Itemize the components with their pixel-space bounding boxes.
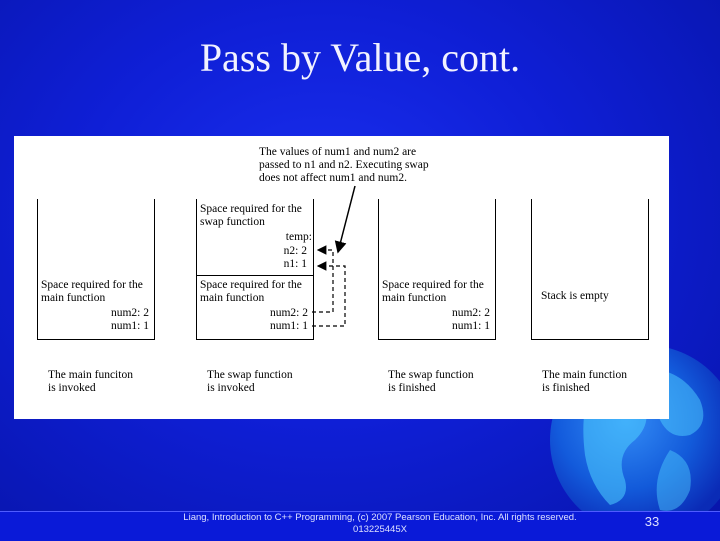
stack-2-var-temp: temp: xyxy=(285,231,312,243)
stack-2-caption-line-2: is invoked xyxy=(207,382,255,394)
page-number: 33 xyxy=(644,514,660,529)
stack-2-caption-line-1: The swap function xyxy=(207,369,293,381)
slide-title: Pass by Value, cont. xyxy=(199,35,521,80)
stack-1-var-num2: num2: 2 xyxy=(110,307,149,319)
stack-2-var-n1: n1: 1 xyxy=(283,258,307,270)
stack-1-caption-line-1: The main funciton xyxy=(48,369,133,381)
stack-3-var-num1: num1: 1 xyxy=(451,320,490,332)
stack-1-var-num1: num1: 1 xyxy=(110,320,149,332)
stack-4-caption-line-1: The main function xyxy=(542,369,627,381)
stack-2-main-label-line-1: Space required for the xyxy=(200,279,302,291)
stack-1-label-line-1: Space required for the xyxy=(41,279,143,291)
stack-1-caption-line-2: is invoked xyxy=(48,382,96,394)
stack-2-var-num1: num1: 1 xyxy=(269,320,308,332)
callout-line-2: passed to n1 and n2. Executing swap xyxy=(259,159,429,171)
stack-4-empty-label: Stack is empty xyxy=(541,290,609,302)
dashed-arrow-num1-to-n1 xyxy=(312,266,345,326)
stack-3-caption-line-2: is finished xyxy=(388,382,436,394)
credit-line-1: Liang, Introduction to C++ Programming, (c) 2007 Pearson Education, Inc. All rights reserved. xyxy=(183,512,577,523)
stack-3-label-line-2: main function xyxy=(382,292,447,304)
stack-2-var-num2: num2: 2 xyxy=(269,307,308,319)
callout-line-1: The values of num1 and num2 are xyxy=(259,146,417,158)
stack-2-var-n2: n2: 2 xyxy=(283,245,307,257)
stack-2-main-label-line-2: main function xyxy=(200,292,265,304)
credit-line-2: 013225445X xyxy=(353,524,407,535)
callout-arrow xyxy=(338,186,355,252)
stack-1-label-line-2: main function xyxy=(41,292,106,304)
stack-3-var-num2: num2: 2 xyxy=(451,307,490,319)
stack-3-label-line-1: Space required for the xyxy=(382,279,484,291)
stack-2-swap-label-line-1: Space required for the xyxy=(200,203,302,215)
stack-4-caption-line-2: is finished xyxy=(542,382,590,394)
stack-3-caption-line-1: The swap function xyxy=(388,369,474,381)
callout-line-3: does not affect num1 and num2. xyxy=(259,172,407,184)
dashed-arrow-num2-to-n2 xyxy=(312,250,333,312)
stack-2-swap-label-line-2: swap function xyxy=(200,216,265,228)
